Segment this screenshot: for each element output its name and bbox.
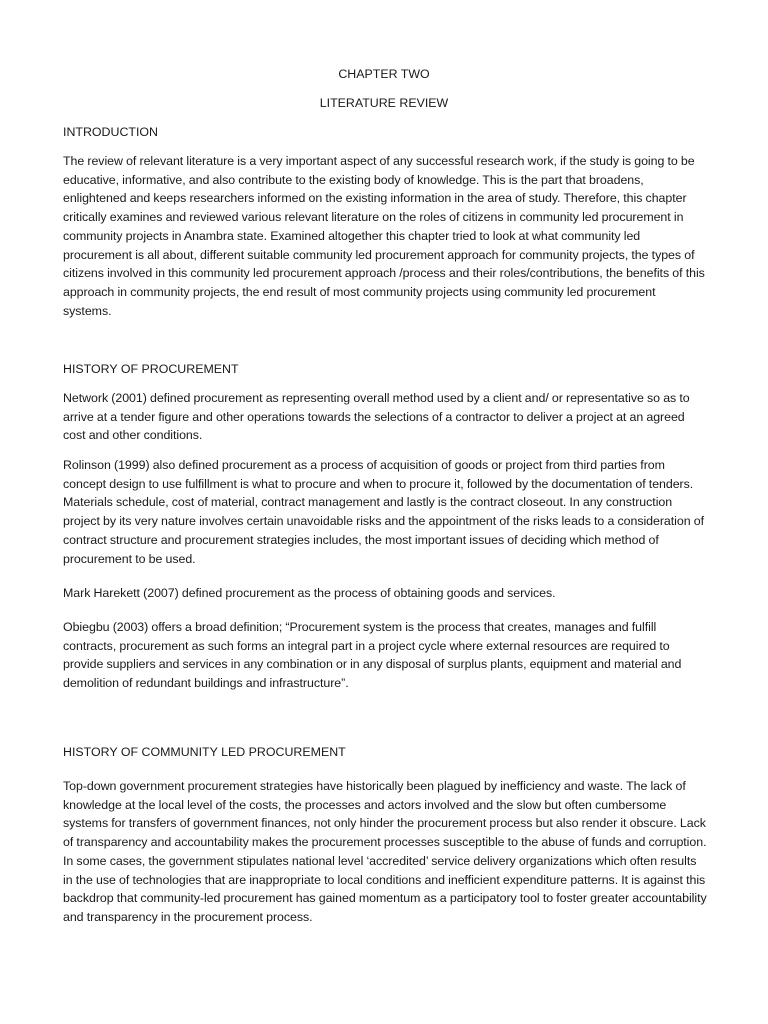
procurement-paragraph-network: Network (2001) defined procurement as representing overall method used by a client and/ or representative so as to arrive at a tender figure and other operations towards the selections of a contractor to deliver a project at an agreed cost and other conditions. bbox=[63, 391, 690, 443]
procurement-paragraph-obiegbu: Obiegbu (2003) offers a broad definition; “Procurement system is the process that creates, manages and fulfill contracts, procurement as such forms an integral part in a project cycle where external resources are required to provide suppliers and services in any combination or in any disposal of surplus plants, equipment and material and demolition of redundant buildings and infrastructure”. bbox=[63, 620, 682, 691]
introduction-paragraph: The review of relevant literature is a very important aspect of any successful research work, if the study is going to be educative, informative, and also contribute to the existing body of knowledge. This is the part that broadens, enlightened and keeps researchers informed on the existing information in the area of study. Therefore, this chapter critically examines and reviewed various relevant literature on the roles of citizens in community led procurement in community projects in Anambra state. Examined altogether this chapter tried to look at what community led procurement is all about, different suitable community led procurement approach for community projects, the types of citizens involved in this community led procurement approach /process and their roles/contributions, the benefits of this approach in community projects, the end result of most community projects using community led procurement systems. bbox=[63, 154, 705, 318]
community-led-procurement-paragraph: Top-down government procurement strategies have historically been plagued by inefficiency and waste. The lack of knowledge at the local level of the costs, the processes and actors involved and the slow but often cumbersome systems for transfers of government finances, not only hinder the procurement process but also render it obscure. Lack of transparency and accountability makes the procurement processes susceptible to the abuse of funds and corruption. In some cases, the government stipulates national level ‘accredited’ service delivery organizations which often results in the use of technologies that are inappropriate to local conditions and inefficient expenditure patterns. It is against this backdrop that community-led procurement has gained momentum as a participatory tool to foster greater accountability and transparency in the procurement process. bbox=[63, 779, 707, 924]
procurement-paragraph-harekett: Mark Harekett (2007) defined procurement as the process of obtaining goods and services. bbox=[63, 586, 556, 600]
section-title: LITERATURE REVIEW bbox=[319, 96, 449, 110]
procurement-paragraph-rolinson: Rolinson (1999) also defined procurement as a process of acquisition of goods or project from third parties from concept design to use fulfillment is what to procure and when to procure it, followed by the documentation of tenders. Materials schedule, cost of material, contract management and lastly is the contract closeout. In any construction project by its very nature involves certain unavoidable risks and the appointment of the risks leads to a consideration of contract structure and procurement strategies includes, the most important issues of deciding which method of procurement to be used. bbox=[63, 458, 704, 566]
history-of-procurement-heading: HISTORY OF PROCUREMENT bbox=[63, 362, 239, 376]
introduction-heading: INTRODUCTION bbox=[63, 125, 158, 139]
history-of-community-led-procurement-heading: HISTORY OF COMMUNITY LED PROCUREMENT bbox=[63, 745, 346, 759]
chapter-title: CHAPTER TWO bbox=[338, 67, 430, 81]
